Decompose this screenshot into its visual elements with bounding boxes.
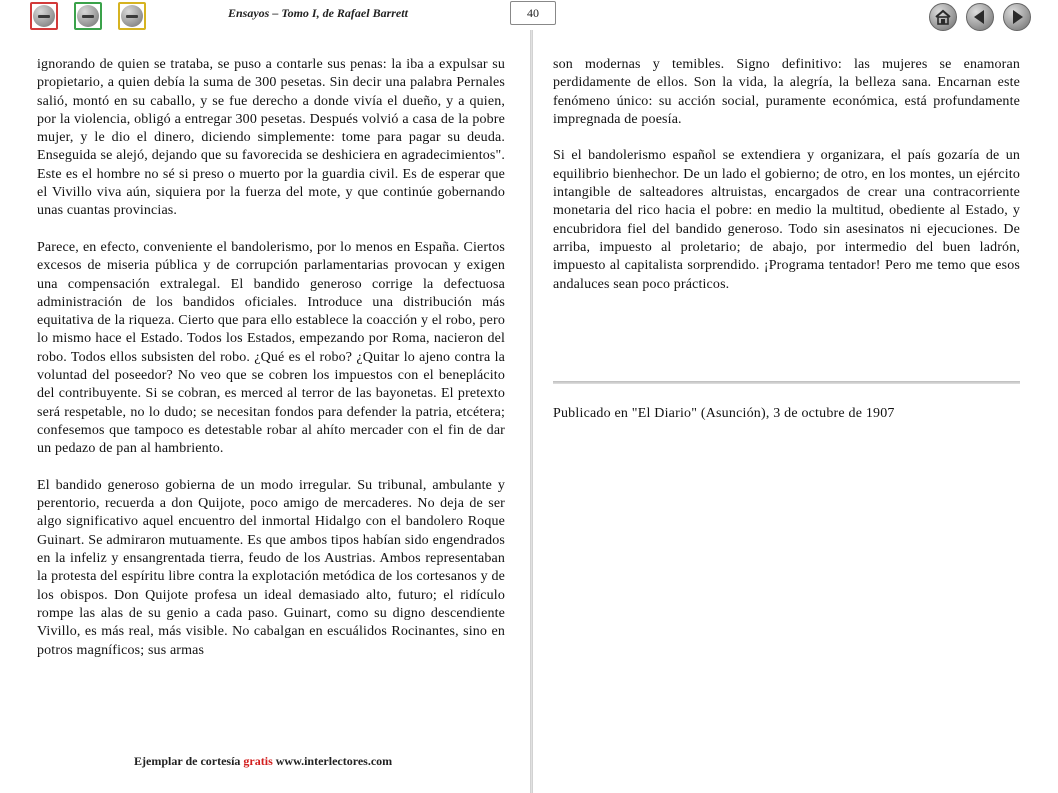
paragraph: Si el bandolerismo español se extendiera y organizara, el país gozaría de un equilibrio bienhechor. De un lado el gobierno; de otro, en los montes, un ejército intangible de salteadores altruistas, encargados de crear una contracorriente monetaria del rico hacia el pobre: en medio la multitud, obediente al Estado, y encubridora fiel del bandido generoso. Todo sin asesinatos ni ejecuciones. De arriba, impuesto al proletario; de abajo, por intermedio del buen ladrón, impuesto al capitalista sorprendido. ¡Programa tentador! Pero me temo que esos andaluces sean poco prácticos. (553, 148, 1020, 292)
paragraph: El bandido generoso gobierna de un modo irregular. Su tribunal, ambulante y perentorio, recuerda a don Quijote, poco amigo de mercaderes. No deja de ser algo significativo aquel encuentro del inmortal Hidalgo con el bandolero Roque Guinart. Se admiraron mutuamente. Es que ambos tipos habían sido engendrados en la infeliz y ensangrentada tierra, feudo de los Austrias. Ambos representaban la protesta del espíritu libre contra la explotación metódica de los cortesanos y de los obispos. Don Quijote profesa un ideal demasiado alto, futuro; el ridículo rompe las alas de su genio a cada paso. Guinart, como su digno descendiente Vivillo, es más real, más visible. No cabalgan en escuálidos Rocinantes, sino en potros magníficos; sus armas (37, 477, 505, 658)
window-button-yellow[interactable] (118, 2, 146, 30)
paragraph: son modernas y temibles. Signo definitivo: las mujeres se enamoran perdidamente de ellos. Son la vida, la alegría, la belleza sana. Encarnan este fenómeno único: su acción social, puramente económica, está profundamente impregnada de poesía. (553, 57, 1020, 127)
home-icon (930, 4, 956, 30)
window-button-red[interactable] (30, 2, 58, 30)
paragraph: ignorando de quien se trataba, se puso a contarle sus penas: la iba a expulsar su propietario, a quien debía la suma de 300 pesetas. Sin decir una palabra Pernales salió, montó en su caballo, y se fue derecho a donde vivía el dueño, y a quien, por la violencia, obligó a entregar 300 pesetas. Después volvió a casa de la pobre mujer, y le dio el dinero, diciendo simplemente: tome para pagar su deuda. Enseguida se alejó, dejando que su favorecida se deshiciera en agradecimientos". Este es el hombre no sé si preso o muerto por la guardia civil. Es de esperar que el Vivillo viva aún, siquiera por la fuerza del mote, y que continúe gobernando unas cuantas provincias. (37, 57, 505, 219)
right-column (553, 56, 1020, 312)
left-column (37, 56, 505, 678)
paragraph: Parece, en efecto, conveniente el bandolerismo, por lo menos en España. Ciertos excesos de miseria pública y de corrupción parlamentarias provocan y exigen una compensación extralegal. El bandido generoso corrige la defectuosa administración de los bandidos oficiales. Introduce una distribución más equitativa de la riqueza. Cierto que para ello establece la coacción y el robo, pero lo mismo hace el Estado. Todos los Estados, empezando por Roma, nacieron del robo. Todos ellos subsisten del robo. ¿Qué es el robo? ¿Quitar lo ajeno contra la voluntad del poseedor? No veo que se cobren los impuestos con el beneplácito del contribuyente. Si se cobran, es merced al terror de las bayonetas. El pretexto será respetable, no lo dudo; se necesitan fondos para defender la patria, etcétera; confesemos que tampoco es detestable robar al ahíto mercader con el fin de dar un pedazo de pan al hambriento. (37, 239, 505, 457)
publication-note: Publicado en "El Diario" (Asunción), 3 de octubre de 1907 (553, 406, 895, 421)
arrow-left-icon (967, 4, 993, 30)
document-title: Ensayos – Tomo I, de Rafael Barrett (228, 6, 408, 20)
window-button-green[interactable] (74, 2, 102, 30)
footer-prefix: Ejemplar de cortesía (134, 754, 241, 768)
minimize-icon (77, 5, 99, 27)
section-divider (553, 381, 1020, 384)
footer (134, 754, 392, 769)
minimize-icon (121, 5, 143, 27)
home-button[interactable] (929, 3, 957, 31)
page-number-box[interactable]: 40 (510, 1, 556, 25)
previous-page-button[interactable] (966, 3, 994, 31)
minimize-icon (33, 5, 55, 27)
column-divider (530, 30, 533, 793)
footer-free-label: gratis (243, 754, 273, 768)
next-page-button[interactable] (1003, 3, 1031, 31)
arrow-right-icon (1004, 4, 1030, 30)
footer-site-link[interactable]: www.interlectores.com (275, 754, 393, 768)
